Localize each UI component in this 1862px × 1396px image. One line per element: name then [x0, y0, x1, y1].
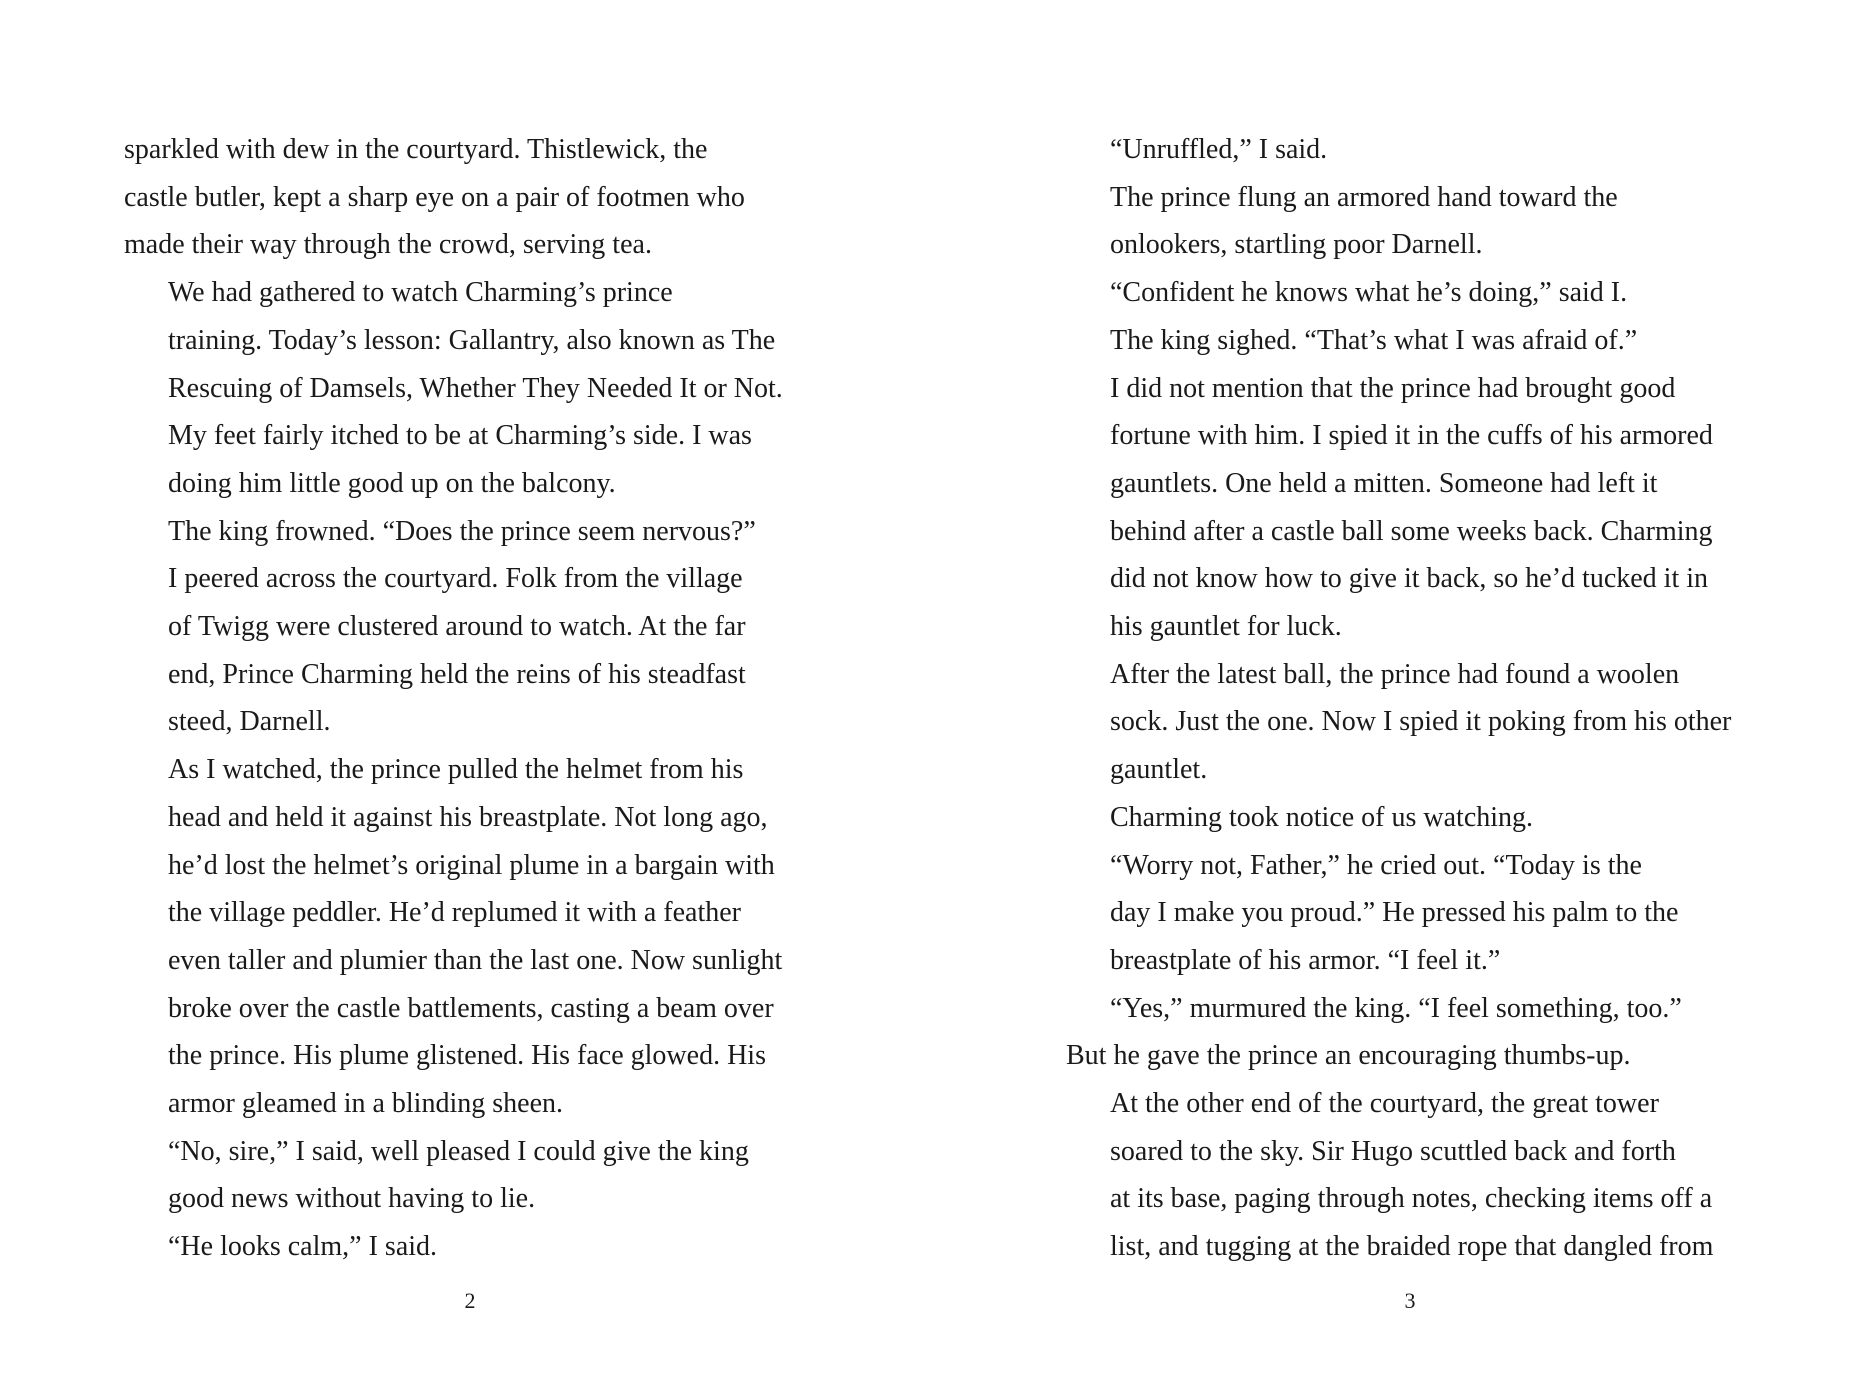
- text-line: I did not mention that the prince had brought good: [1110, 372, 1676, 404]
- text-line: he’d lost the helmet’s original plume in a bargain with: [168, 849, 775, 881]
- text-line: behind after a castle ball some weeks back. Charming: [1110, 515, 1713, 547]
- text-line: breastplate of his armor. “I feel it.”: [1110, 944, 1501, 976]
- text-line: even taller and plumier than the last one. Now sunlight: [168, 944, 783, 976]
- text-line: “He looks calm,” I said.: [168, 1231, 438, 1263]
- text-line: at its base, paging through notes, checking items off a: [1110, 1183, 1713, 1215]
- text-line: Rescuing of Damsels, Whether They Needed It or Not.: [168, 372, 783, 404]
- text-line: did not know how to give it back, so he’d tucked it in: [1110, 563, 1709, 595]
- paragraph: [124, 1223, 844, 1271]
- left-page-number: 2: [464, 1288, 476, 1313]
- right-page: [1066, 126, 1796, 1271]
- text-line: The king frowned. “Does the prince seem nervous?”: [168, 515, 756, 547]
- paragraph: [124, 412, 844, 507]
- right-page-number: 3: [1404, 1288, 1416, 1313]
- paragraph: [124, 746, 844, 1128]
- paragraph: [1066, 126, 1796, 174]
- text-line: We had gathered to watch Charming’s prince: [168, 277, 673, 309]
- text-line: “Unruffled,” I said.: [1110, 134, 1328, 165]
- text-line: sparkled with dew in the courtyard. Thistlewick, the: [124, 134, 708, 165]
- paragraph: [124, 555, 844, 746]
- text-line: day I make you proud.” He pressed his palm to the: [1110, 897, 1679, 929]
- text-line: “Yes,” murmured the king. “I feel something, too.”: [1110, 992, 1682, 1024]
- text-line: steed, Darnell.: [168, 706, 331, 738]
- paragraph: [1066, 651, 1796, 794]
- text-line: sock. Just the one. Now I spied it poking from his other: [1110, 706, 1732, 738]
- text-line: castle butler, kept a sharp eye on a pair of footmen who: [124, 181, 745, 213]
- paragraph: [124, 126, 844, 269]
- paragraph: [1066, 269, 1796, 317]
- text-line: soared to the sky. Sir Hugo scuttled back and forth: [1110, 1135, 1676, 1167]
- text-line: onlookers, startling poor Darnell.: [1110, 229, 1483, 261]
- paragraph: [1066, 985, 1796, 1033]
- text-line: armor gleamed in a blinding sheen.: [168, 1088, 563, 1120]
- paragraph: [1066, 1080, 1796, 1271]
- text-line: “Worry not, Father,” he cried out. “Today is the: [1110, 849, 1642, 881]
- paragraph: [124, 269, 844, 412]
- text-line: At the other end of the courtyard, the great tower: [1110, 1088, 1659, 1120]
- left-page: [124, 126, 844, 1271]
- text-line: head and held it against his breastplate. Not long ago,: [168, 801, 768, 833]
- paragraph: [1066, 842, 1796, 985]
- text-line: made their way through the crowd, serving tea.: [124, 229, 652, 261]
- text-line: end, Prince Charming held the reins of his steadfast: [168, 658, 746, 690]
- text-line: doing him little good up on the balcony.: [168, 467, 616, 499]
- paragraph: [1066, 365, 1796, 651]
- text-line: the village peddler. He’d replumed it with a feather: [168, 897, 742, 929]
- text-line: of Twigg were clustered around to watch. At the far: [168, 611, 746, 643]
- text-line: Charming took notice of us watching.: [1110, 801, 1534, 833]
- paragraph: [1066, 174, 1796, 269]
- text-line: good news without having to lie.: [168, 1183, 536, 1215]
- text-line: “No, sire,” I said, well pleased I could give the king: [168, 1135, 749, 1167]
- paragraph: [1066, 794, 1796, 842]
- paragraph: [124, 508, 844, 556]
- left-page-text: [124, 126, 844, 1271]
- paragraph: [1066, 1032, 1796, 1080]
- text-line: training. Today’s lesson: Gallantry, also known as The: [168, 324, 776, 356]
- text-line: The king sighed. “That’s what I was afraid of.”: [1110, 324, 1638, 356]
- text-line: the prince. His plume glistened. His face glowed. His: [168, 1040, 766, 1072]
- text-line: I peered across the courtyard. Folk from the village: [168, 563, 743, 595]
- text-line: As I watched, the prince pulled the helmet from his: [168, 754, 744, 786]
- text-line: My feet fairly itched to be at Charming’s side. I was: [168, 420, 752, 452]
- text-line: gauntlet.: [1110, 754, 1208, 786]
- text-line: broke over the castle battlements, casting a beam over: [168, 992, 774, 1024]
- text-line: gauntlets. One held a mitten. Someone had left it: [1110, 467, 1658, 499]
- text-line: After the latest ball, the prince had found a woolen: [1110, 658, 1680, 690]
- paragraph: [124, 1128, 844, 1223]
- text-line: “Confident he knows what he’s doing,” said I.: [1110, 277, 1628, 309]
- paragraph: [1066, 317, 1796, 365]
- right-page-text: [1066, 126, 1796, 1271]
- text-line: fortune with him. I spied it in the cuffs of his armored: [1110, 420, 1713, 452]
- text-line: his gauntlet for luck.: [1110, 611, 1342, 643]
- text-line: The prince flung an armored hand toward the: [1110, 181, 1618, 213]
- text-line: But he gave the prince an encouraging thumbs-up.: [1066, 1040, 1631, 1072]
- text-line: list, and tugging at the braided rope that dangled from: [1110, 1231, 1714, 1263]
